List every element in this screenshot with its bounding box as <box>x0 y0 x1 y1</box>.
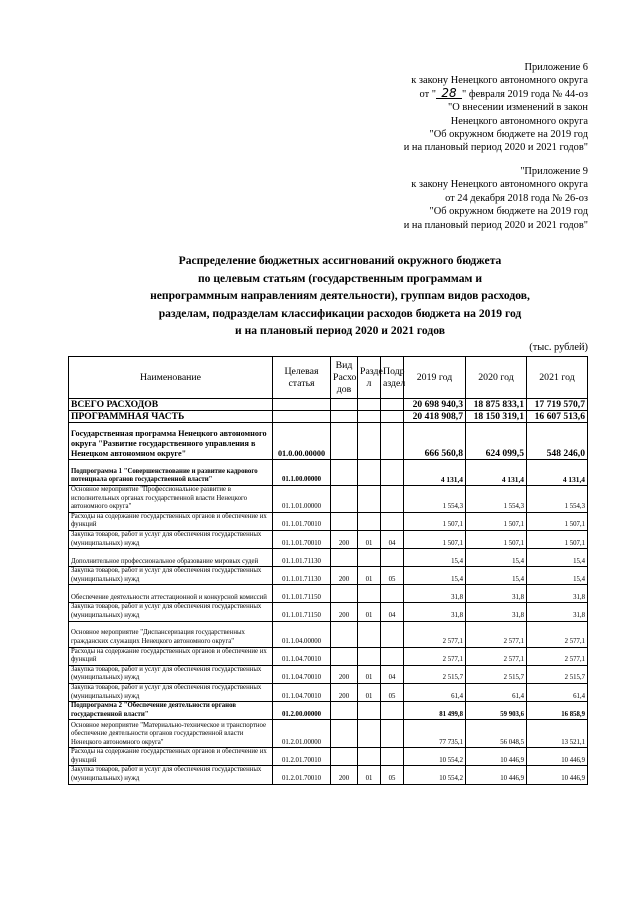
row-section <box>358 621 381 647</box>
row-section <box>358 399 381 411</box>
row-name: Государственная программа Ненецкого автономного округа "Развитие государственного управления в Ненецком автономном округе" <box>69 423 273 460</box>
table-row <box>69 720 588 748</box>
row-name: Расходы на содержание государственных органов и обеспечение их функций <box>69 647 273 665</box>
row-subsection: 04 <box>381 665 404 683</box>
row-value-2019: 77 735,1 <box>404 720 466 748</box>
row-name: Расходы на содержание государственных органов и обеспечение их функций <box>69 748 273 766</box>
row-target-article: 01.2.01.70010 <box>273 766 331 784</box>
title-line: Распределение бюджетных ассигнований окружного бюджета <box>178 254 502 267</box>
appendix-9-line: от 24 декабря 2018 года № 26-оз <box>445 192 588 204</box>
appendix-9-line: "Приложение 9 <box>520 166 588 177</box>
row-section: 01 <box>358 683 381 701</box>
row-section: 01 <box>358 665 381 683</box>
row-name: Закупка товаров, работ и услуг для обеспечения государственных (муниципальных) нужд <box>69 665 273 683</box>
row-name: Основное мероприятие "Диспансеризация государственных гражданских служащих Ненецкого автономного округа" <box>69 621 273 647</box>
row-value-2019: 31,8 <box>404 585 466 603</box>
row-section <box>358 702 381 720</box>
row-name: Закупка товаров, работ и услуг для обеспечения государственных (муниципальных) нужд <box>69 766 273 784</box>
row-subsection <box>381 411 404 423</box>
header-subsection: Подр аздел <box>381 357 404 399</box>
row-name: Расходы на содержание государственных органов и обеспечение их функций <box>69 512 273 530</box>
row-value-2020: 2 515,7 <box>466 665 527 683</box>
row-target-article: 01.1.01.00000 <box>273 486 331 513</box>
header-name: Наименование <box>69 357 273 399</box>
row-value-2021: 31,8 <box>527 603 588 621</box>
header-year-2020: 2020 год <box>466 357 527 399</box>
row-value-2020: 2 577,1 <box>466 647 527 665</box>
row-value-2019: 2 515,7 <box>404 665 466 683</box>
row-expense-type <box>331 647 358 665</box>
row-section: 01 <box>358 567 381 585</box>
row-target-article: 01.1.01.70010 <box>273 512 331 530</box>
row-subsection <box>381 423 404 460</box>
row-subsection <box>381 585 404 603</box>
row-value-2020: 2 577,1 <box>466 621 527 647</box>
row-value-2021: 17 719 570,7 <box>527 399 588 411</box>
table-row <box>69 621 588 647</box>
row-value-2020: 15,4 <box>466 567 527 585</box>
row-value-2019: 31,8 <box>404 603 466 621</box>
row-value-2020: 10 446,9 <box>466 766 527 784</box>
row-name: Обеспечение деятельности аттестационной и конкурсной комиссий <box>69 585 273 603</box>
row-target-article: 01.1.04.70010 <box>273 665 331 683</box>
row-name: Закупка товаров, работ и услуг для обеспечения государственных (муниципальных) нужд <box>69 530 273 548</box>
row-value-2021: 2 577,1 <box>527 621 588 647</box>
row-value-2019: 666 560,8 <box>404 423 466 460</box>
row-target-article: 01.1.04.70010 <box>273 647 331 665</box>
row-name: Дополнительное профессиональное образование мировых судей <box>69 549 273 567</box>
table-row <box>69 423 588 460</box>
table-row <box>69 460 588 486</box>
row-expense-type <box>331 512 358 530</box>
table-row <box>69 748 588 766</box>
appendix-9-header <box>404 165 588 232</box>
row-subsection <box>381 702 404 720</box>
row-target-article <box>273 399 331 411</box>
row-name: ПРОГРАММНАЯ ЧАСТЬ <box>69 411 273 423</box>
row-value-2021: 1 507,1 <box>527 530 588 548</box>
table-row <box>69 486 588 513</box>
appendix-6-date-line <box>404 85 588 101</box>
table-row <box>69 766 588 784</box>
title-line: непрограммным направлениям деятельности), группам видов расходов, <box>150 289 530 303</box>
row-name: Основное мероприятие "Материально-техническое и транспортное обеспечение деятельности органов государственной власти Ненецкого автономного округа" <box>69 720 273 748</box>
header-target-article: Целевая статья <box>273 357 331 399</box>
date-suffix: " февраля 2019 года № 44-оз <box>462 88 588 100</box>
row-expense-type <box>331 549 358 567</box>
row-value-2021: 10 446,9 <box>527 766 588 784</box>
row-value-2020: 624 099,5 <box>466 423 527 460</box>
row-target-article: 01.1.04.00000 <box>273 621 331 647</box>
row-section <box>358 748 381 766</box>
table-row <box>69 665 588 683</box>
row-value-2020: 18 875 833,1 <box>466 399 527 411</box>
table-header-row <box>69 357 588 399</box>
row-name: Закупка товаров, работ и услуг для обеспечения государственных (муниципальных) нужд <box>69 683 273 701</box>
row-subsection <box>381 621 404 647</box>
table-row <box>69 647 588 665</box>
row-expense-type <box>331 460 358 486</box>
row-value-2019: 15,4 <box>404 549 466 567</box>
row-section <box>358 460 381 486</box>
row-name: Подпрограмма 1 "Совершенствование и развитие кадрового потенциала органов государственной власти" <box>69 460 273 486</box>
header-year-2019: 2019 год <box>404 357 466 399</box>
row-value-2020: 61,4 <box>466 683 527 701</box>
row-value-2019: 1 507,1 <box>404 530 466 548</box>
row-subsection: 05 <box>381 683 404 701</box>
row-value-2019: 20 698 940,3 <box>404 399 466 411</box>
row-value-2019: 81 499,8 <box>404 702 466 720</box>
row-value-2019: 2 577,1 <box>404 621 466 647</box>
table-row <box>69 399 588 411</box>
table-row <box>69 702 588 720</box>
row-value-2021: 1 554,3 <box>527 486 588 513</box>
row-expense-type <box>331 748 358 766</box>
row-subsection <box>381 748 404 766</box>
row-target-article <box>273 411 331 423</box>
row-value-2019: 10 554,2 <box>404 748 466 766</box>
row-value-2021: 10 446,9 <box>527 748 588 766</box>
table-row <box>69 585 588 603</box>
row-target-article: 01.1.01.71150 <box>273 585 331 603</box>
title-line: по целевым статьям (государственным программам и <box>197 271 482 285</box>
header-expense-type: Вид Расхо дов <box>331 357 358 399</box>
units-label: (тыс. рублей) <box>529 342 588 353</box>
row-subsection: 04 <box>381 530 404 548</box>
row-value-2019: 1 507,1 <box>404 512 466 530</box>
title-line: разделам, подразделам классификации расходов бюджета на 2019 год <box>158 306 522 320</box>
date-prefix: от " <box>419 88 436 100</box>
row-value-2020: 56 048,5 <box>466 720 527 748</box>
row-subsection <box>381 549 404 567</box>
row-target-article: 01.1.01.71130 <box>273 567 331 585</box>
row-value-2020: 1 554,3 <box>466 486 527 513</box>
row-subsection: 04 <box>381 603 404 621</box>
appendix-9-line: к закону Ненецкого автономного округа <box>411 179 588 191</box>
row-value-2019: 15,4 <box>404 567 466 585</box>
row-target-article: 01.1.00.00000 <box>273 460 331 486</box>
row-target-article: 01.2.00.00000 <box>273 702 331 720</box>
row-expense-type: 200 <box>331 683 358 701</box>
row-value-2020: 31,8 <box>466 585 527 603</box>
appendix-6-line: Приложение 6 <box>524 62 588 73</box>
row-expense-type: 200 <box>331 665 358 683</box>
row-expense-type: 200 <box>331 567 358 585</box>
row-section <box>358 423 381 460</box>
row-subsection <box>381 720 404 748</box>
row-target-article: 01.0.00.00000 <box>273 423 331 460</box>
row-subsection: 05 <box>381 766 404 784</box>
row-section: 01 <box>358 603 381 621</box>
row-value-2021: 16 607 513,6 <box>527 411 588 423</box>
row-value-2020: 4 131,4 <box>466 460 527 486</box>
row-expense-type <box>331 399 358 411</box>
row-section <box>358 720 381 748</box>
row-value-2021: 16 858,9 <box>527 702 588 720</box>
row-expense-type <box>331 411 358 423</box>
table-row <box>69 512 588 530</box>
row-subsection: 05 <box>381 567 404 585</box>
row-target-article: 01.1.01.70010 <box>273 530 331 548</box>
row-value-2020: 10 446,9 <box>466 748 527 766</box>
row-section <box>358 647 381 665</box>
row-value-2021: 2 577,1 <box>527 647 588 665</box>
row-value-2020: 15,4 <box>466 549 527 567</box>
row-name: Подпрограмма 2 "Обеспечение деятельности органов государственной власти" <box>69 702 273 720</box>
table-row <box>69 567 588 585</box>
row-section <box>358 411 381 423</box>
header-section: Разде л <box>358 357 381 399</box>
appendix-6-line: "Об окружном бюджете на 2019 год <box>429 129 588 141</box>
appendix-9-line: "Об окружном бюджете на 2019 год <box>429 206 588 218</box>
row-value-2021: 15,4 <box>527 549 588 567</box>
row-subsection <box>381 399 404 411</box>
table-row <box>69 411 588 423</box>
row-section <box>358 512 381 530</box>
row-expense-type <box>331 423 358 460</box>
row-expense-type <box>331 702 358 720</box>
row-value-2019: 2 577,1 <box>404 647 466 665</box>
appendix-6-line: и на плановый период 2020 и 2021 годов" <box>403 142 588 154</box>
appendix-6-header <box>404 61 588 155</box>
row-expense-type <box>331 486 358 513</box>
row-target-article: 01.1.01.71130 <box>273 549 331 567</box>
table-row <box>69 530 588 548</box>
header-year-2021: 2021 год <box>527 357 588 399</box>
table-row <box>69 603 588 621</box>
appendix-9-line: и на плановый период 2020 и 2021 годов" <box>403 219 588 231</box>
row-value-2019: 10 554,2 <box>404 766 466 784</box>
row-value-2019: 61,4 <box>404 683 466 701</box>
row-target-article: 01.1.01.71150 <box>273 603 331 621</box>
row-target-article: 01.2.01.00000 <box>273 720 331 748</box>
row-section: 01 <box>358 766 381 784</box>
handwritten-day: 28 <box>436 88 462 99</box>
row-value-2019: 1 554,3 <box>404 486 466 513</box>
row-value-2021: 13 521,1 <box>527 720 588 748</box>
budget-table <box>68 356 588 785</box>
row-target-article: 01.2.01.70010 <box>273 748 331 766</box>
row-expense-type: 200 <box>331 530 358 548</box>
appendix-6-line: Ненецкого автономного округа <box>450 115 588 127</box>
row-value-2020: 59 903,6 <box>466 702 527 720</box>
row-section <box>358 486 381 513</box>
row-value-2019: 4 131,4 <box>404 460 466 486</box>
row-value-2021: 1 507,1 <box>527 512 588 530</box>
row-value-2021: 2 515,7 <box>527 665 588 683</box>
row-value-2020: 1 507,1 <box>466 530 527 548</box>
row-name: Основное мероприятие "Профессиональное развитие в исполнительных органах государственной власти Ненецкого автономного округа" <box>69 486 273 513</box>
row-name: ВСЕГО РАСХОДОВ <box>69 399 273 411</box>
row-value-2020: 31,8 <box>466 603 527 621</box>
row-target-article: 01.1.04.70010 <box>273 683 331 701</box>
row-subsection <box>381 460 404 486</box>
appendix-6-line: к закону Ненецкого автономного округа <box>411 75 588 87</box>
row-expense-type <box>331 621 358 647</box>
row-value-2020: 18 150 319,1 <box>466 411 527 423</box>
row-subsection <box>381 486 404 513</box>
row-section <box>358 585 381 603</box>
row-expense-type: 200 <box>331 603 358 621</box>
row-value-2020: 1 507,1 <box>466 512 527 530</box>
row-subsection <box>381 512 404 530</box>
row-value-2019: 20 418 908,7 <box>404 411 466 423</box>
row-expense-type <box>331 720 358 748</box>
row-value-2021: 548 246,0 <box>527 423 588 460</box>
row-name: Закупка товаров, работ и услуг для обеспечения государственных (муниципальных) нужд <box>69 567 273 585</box>
row-value-2021: 15,4 <box>527 567 588 585</box>
title-line: и на плановый период 2020 и 2021 годов <box>234 324 446 338</box>
table-row <box>69 683 588 701</box>
row-expense-type: 200 <box>331 766 358 784</box>
row-subsection <box>381 647 404 665</box>
appendix-6-line: "О внесении изменений в закон <box>448 102 588 114</box>
row-value-2021: 31,8 <box>527 585 588 603</box>
row-value-2021: 4 131,4 <box>527 460 588 486</box>
row-section: 01 <box>358 530 381 548</box>
table-row <box>69 549 588 567</box>
document-title <box>80 252 600 340</box>
row-name: Закупка товаров, работ и услуг для обеспечения государственных (муниципальных) нужд <box>69 603 273 621</box>
row-value-2021: 61,4 <box>527 683 588 701</box>
row-expense-type <box>331 585 358 603</box>
row-section <box>358 549 381 567</box>
